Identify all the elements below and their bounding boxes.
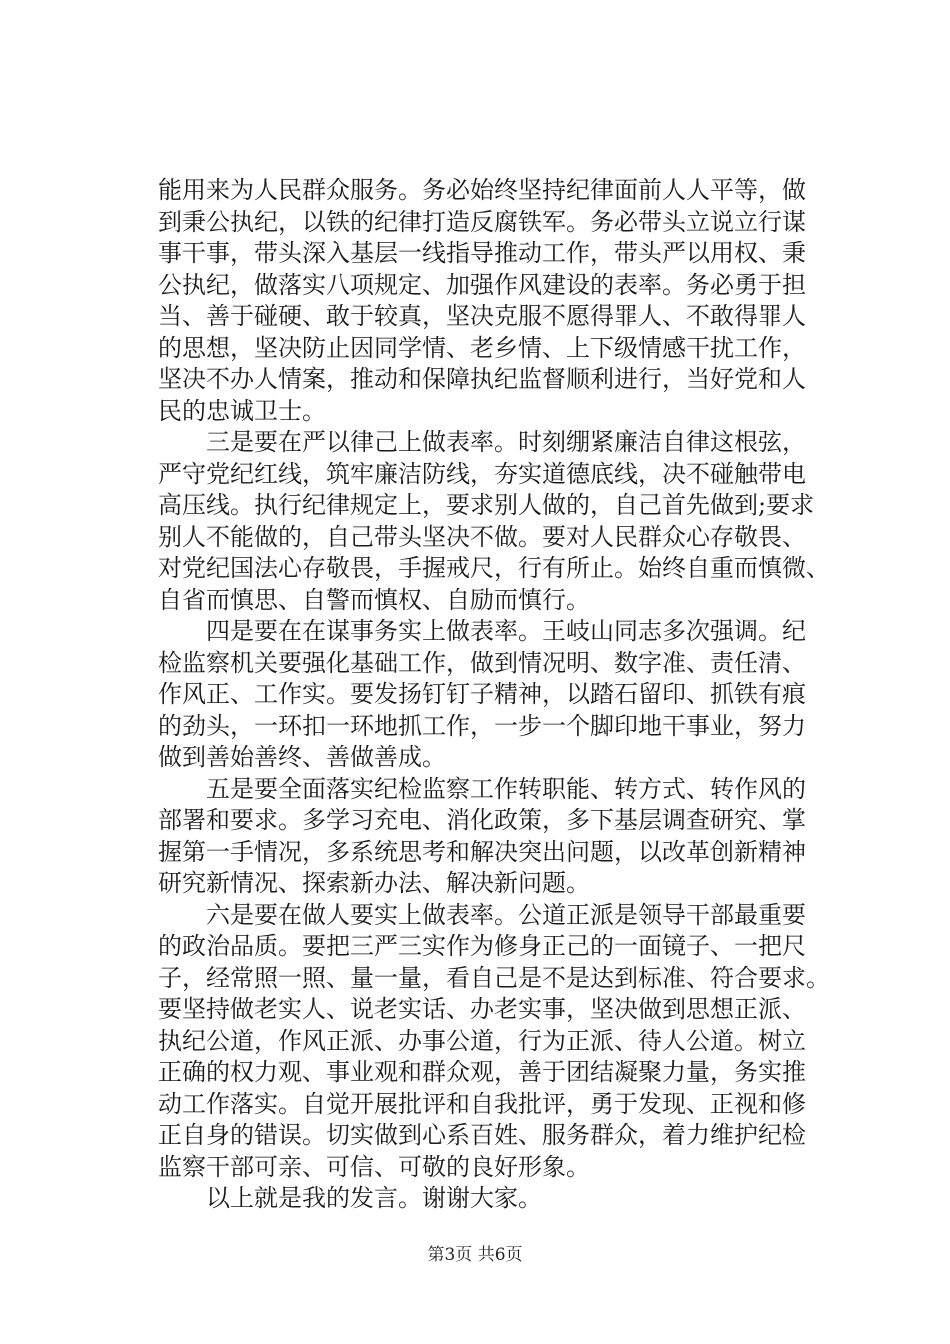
text-line: 子，经常照一照、量一量，看自己是不是达到标准、符合要求。	[158, 963, 830, 992]
text-line: 五是要全面落实纪检监察工作转职能、转方式、转作风的	[158, 774, 806, 803]
text-line: 作风正、工作实。要发扬钉钉子精神，以踏石留印、抓铁有痕	[158, 680, 806, 708]
text-line: 监察干部可亲、可信、可敬的良好形象。	[158, 1152, 590, 1181]
text-line: 四是要在在谋事务实上做表率。王岐山同志多次强调。纪	[158, 617, 806, 645]
text-line: 研究新情况、探索新办法、解决新问题。	[158, 869, 590, 897]
text-line: 到秉公执纪，以铁的纪律打造反腐铁军。务必带头立说立行谋	[158, 207, 806, 236]
text-line: 自省而慎思、自警而慎权、自励而慎行。	[158, 585, 590, 614]
text-line: 正确的权力观、事业观和群众观，善于团结凝聚力量，务实推	[158, 1058, 806, 1086]
text-line: 对党纪国法心存敬畏，手握戒尺，行有所止。始终自重而慎微、	[158, 554, 830, 582]
text-line: 六是要在做人要实上做表率。公道正派是领导干部最重要	[158, 900, 806, 929]
text-line: 民的忠诚卫士。	[158, 396, 326, 425]
text-line: 部署和要求。多学习充电、消化政策，多下基层调查研究、掌	[158, 806, 806, 834]
text-line: 的思想，坚决防止因同学情、老乡情、上下级情感干扰工作，	[158, 333, 806, 362]
text-line: 检监察机关要强化基础工作，做到情况明、数字准、责任清、	[158, 648, 806, 677]
text-line: 做到善始善终、善做善成。	[158, 743, 446, 771]
text-line: 握第一手情况，多系统思考和解决突出问题，以改革创新精神	[158, 837, 806, 866]
text-line: 坚决不办人情案，推动和保障执纪监督顺利进行，当好党和人	[158, 365, 806, 393]
text-line: 事干事，带头深入基层一线指导推动工作，带头严以用权、秉	[158, 239, 806, 267]
text-line: 以上就是我的发言。谢谢大家。	[158, 1184, 542, 1212]
text-line: 正自身的错误。切实做到心系百姓、服务群众，着力维护纪检	[158, 1121, 806, 1149]
text-line: 当、善于碰硬、敢于较真，坚决克服不愿得罪人、不敢得罪人	[158, 302, 806, 330]
text-line: 严守党纪红线，筑牢廉洁防线，夯实道德底线，决不碰触带电	[158, 459, 806, 488]
text-line: 高压线。执行纪律规定上，要求别人做的，自己首先做到;要求	[158, 491, 815, 519]
text-line: 能用来为人民群众服务。务必始终坚持纪律面前人人平等，做	[158, 176, 806, 204]
text-line: 的劲头，一环扣一环地抓工作，一步一个脚印地干事业，努力	[158, 711, 806, 740]
text-line: 动工作落实。自觉开展批评和自我批评，勇于发现、正视和修	[158, 1089, 806, 1118]
text-line: 三是要在严以律己上做表率。时刻绷紧廉洁自律这根弦，	[158, 428, 806, 456]
page-number-footer: 第3页 共6页	[427, 1245, 523, 1265]
document-body	[158, 175, 838, 1215]
text-line: 要坚持做老实人、说老实话、办老实事，坚决做到思想正派、	[158, 995, 806, 1023]
text-line: 别人不能做的，自己带头坚决不做。要对人民群众心存敬畏、	[158, 522, 806, 551]
text-line: 执纪公道，作风正派、办事公道，行为正派、待人公道。树立	[158, 1026, 806, 1055]
text-line: 公执纪，做落实八项规定、加强作风建设的表率。务必勇于担	[158, 270, 806, 299]
text-line: 的政治品质。要把三严三实作为修身正己的一面镜子、一把尺	[158, 932, 806, 960]
